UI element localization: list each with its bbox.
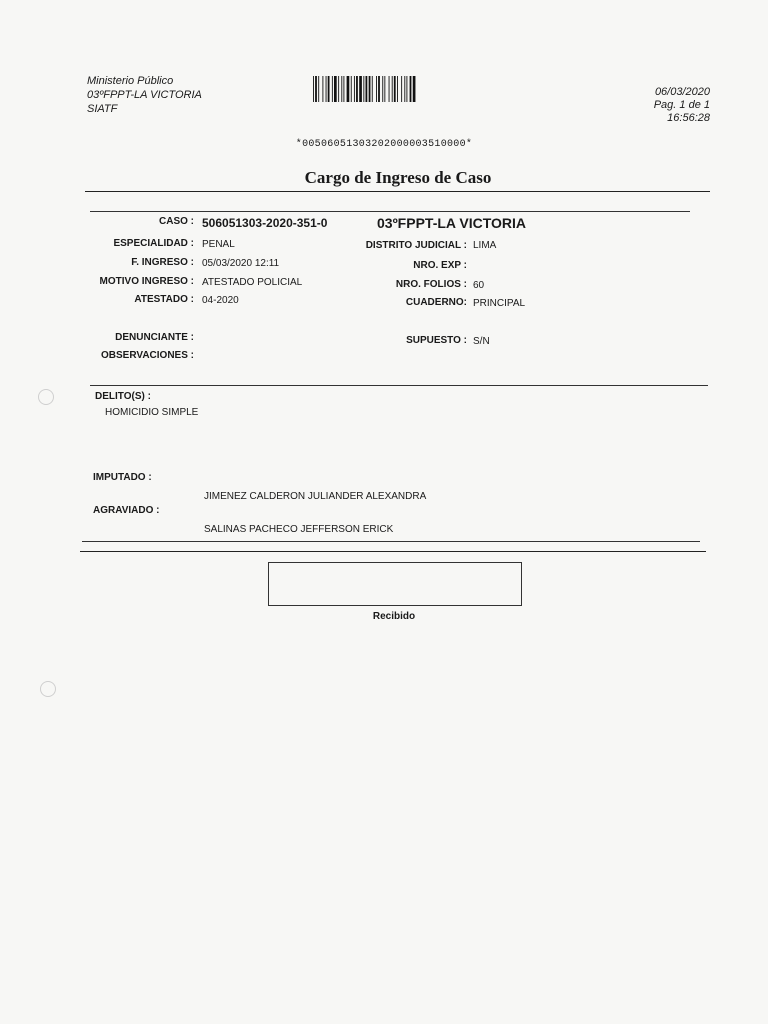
print-date: 06/03/2020	[654, 86, 710, 98]
supuesto-value: S/N	[473, 336, 490, 347]
barcode-number: *00506051303202000003510000*	[295, 139, 473, 150]
org-name: Ministerio Público	[87, 75, 174, 87]
agraviado-label: AGRAVIADO :	[93, 505, 160, 516]
nro-exp-label: NRO. EXP :	[413, 260, 467, 271]
document-title: Cargo de Ingreso de Caso	[304, 168, 492, 187]
punch-hole-icon	[38, 389, 54, 405]
section-rule-mid	[90, 385, 708, 386]
denunciante-label: DENUNCIANTE :	[115, 332, 194, 343]
page-number: Pag. 1 de 1	[653, 99, 710, 111]
caso-label: CASO :	[159, 216, 194, 227]
received-label: Recibido	[372, 611, 416, 622]
cuaderno-label: CUADERNO:	[405, 297, 467, 308]
print-info	[654, 86, 710, 125]
especialidad-value: PENAL	[202, 239, 235, 250]
nro-folios-label: NRO. FOLIOS :	[395, 279, 467, 290]
f-ingreso-value: 05/03/2020 12:11	[202, 258, 280, 269]
observaciones-label: OBSERVACIONES :	[101, 350, 194, 361]
punch-hole-icon	[40, 681, 56, 697]
fiscalia-value: 03ºFPPT-LA VICTORIA	[377, 215, 527, 231]
delito-value: HOMICIDIO SIMPLE	[105, 407, 199, 418]
org-office: 03ºFPPT-LA VICTORIA	[87, 89, 202, 101]
section-rule-top	[90, 211, 690, 212]
print-time: 16:56:28	[667, 112, 710, 124]
title-rule	[85, 191, 710, 192]
motivo-ingreso-label: MOTIVO INGRESO :	[99, 276, 194, 287]
nro-folios-value: 60	[473, 280, 485, 291]
received-stamp-box	[268, 562, 522, 606]
org-system: SIATF	[87, 103, 118, 115]
issuer-block	[87, 74, 202, 116]
imputado-value: JIMENEZ CALDERON JULIANDER ALEXANDRA	[204, 491, 427, 502]
cuaderno-value: PRINCIPAL	[473, 298, 526, 309]
distrito-judicial-label: DISTRITO JUDICIAL :	[365, 240, 467, 251]
caso-value: 506051303-2020-351-0	[202, 216, 328, 230]
f-ingreso-label: F. INGRESO :	[131, 257, 194, 268]
motivo-ingreso-value: ATESTADO POLICIAL	[202, 277, 303, 288]
agraviado-value: SALINAS PACHECO JEFFERSON ERICK	[204, 524, 394, 535]
barcode	[313, 76, 527, 102]
delitos-label: DELITO(S) :	[95, 391, 151, 402]
section-rule-bottom-1	[82, 541, 700, 542]
atestado-value: 04-2020	[202, 295, 239, 306]
especialidad-label: ESPECIALIDAD :	[113, 238, 194, 249]
supuesto-label: SUPUESTO :	[406, 335, 467, 346]
distrito-judicial-value: LIMA	[473, 240, 497, 251]
imputado-label: IMPUTADO :	[93, 472, 152, 483]
atestado-label: ATESTADO :	[134, 294, 194, 305]
section-rule-bottom-2	[80, 551, 706, 552]
